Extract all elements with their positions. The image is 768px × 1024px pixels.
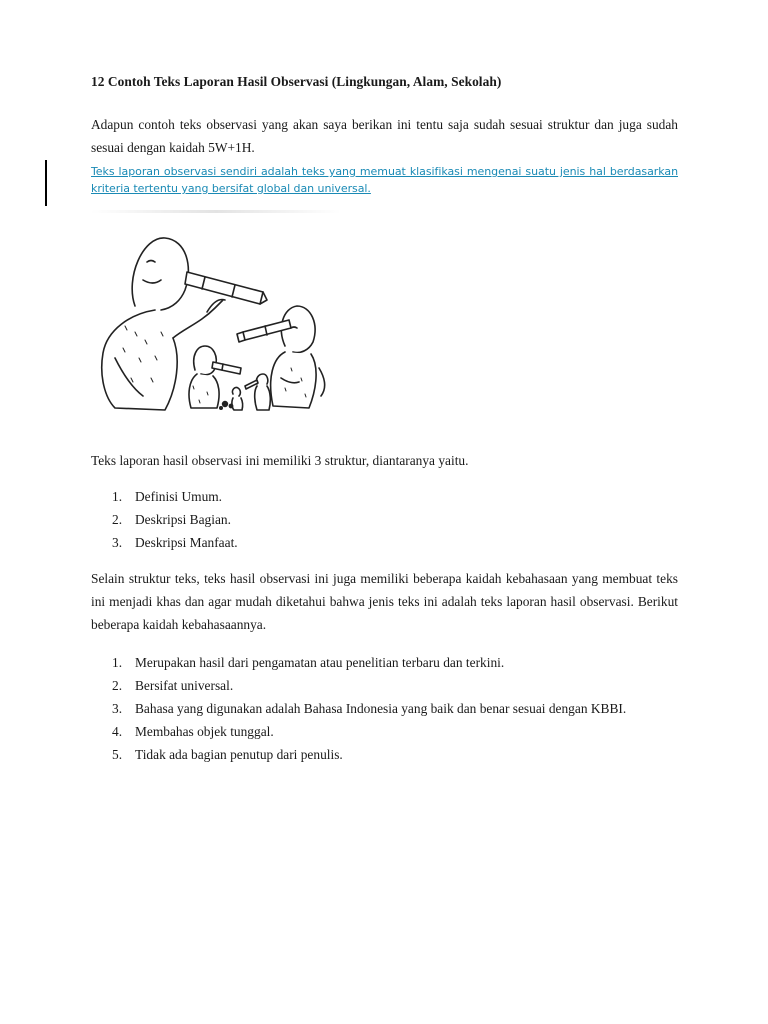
list-text: Tidak ada bagian penutup dari penulis. [135,747,343,762]
list-number: 1. [112,489,123,504]
list-item [91,720,678,743]
list-item [91,531,678,554]
kaidah-section [91,567,678,636]
content-top [91,70,678,197]
list-text: Bahasa yang digunakan adalah Bahasa Indonesia yang baik dan benar sesuai dengan KBBI. [135,701,627,716]
list-number: 3. [112,701,123,716]
kaidah-list [91,651,678,766]
list-item [91,508,678,531]
structure-intro: Teks laporan hasil observasi ini memiliki 3 struktur, diantaranya yaitu. [91,453,469,468]
text-cursor [45,160,47,206]
list-number: 2. [112,678,123,693]
divider [91,210,341,213]
page-title: 12 Contoh Teks Laporan Hasil Observasi (Lingkungan, Alam, Sekolah) [91,74,502,89]
intro-paragraph: Adapun contoh teks observasi yang akan saya berikan ini tentu saja sudah sesuai struktur dan juga sudah sesuai dengan kaidah 5W+1H. [91,117,678,155]
definition-link[interactable]: Teks laporan observasi sendiri adalah teks yang memuat klasifikasi mengenai suatu jenis hal berdasarkan kriteria tertentu yang bersifat global dan universal. [91,165,678,195]
list-number: 1. [112,655,123,670]
list-number: 2. [112,512,123,527]
list-number: 4. [112,724,123,739]
tiny-figures [220,374,271,410]
list-number: 5. [112,747,123,762]
structure-section [91,449,678,472]
big-man-figure [102,238,267,410]
list-text: Bersifat universal. [135,678,234,693]
list-item [91,743,678,766]
list-text: Merupakan hasil dari pengamatan atau penelitian terbaru dan terkini. [135,655,505,670]
list-text: Definisi Umum. [135,489,223,504]
list-item [91,697,678,720]
list-item [91,674,678,697]
list-number: 3. [112,535,123,550]
list-text: Membahas objek tunggal. [135,724,274,739]
list-text: Deskripsi Bagian. [135,512,231,527]
right-man-figure [237,306,325,408]
list-item [91,651,678,674]
kaidah-intro: Selain struktur teks, teks hasil observasi ini juga memiliki beberapa kaidah kebahasaan yang membuat teks ini menjadi khas dan agar mudah diketahui bahwa jenis teks ini adalah teks laporan hasil observasi. Berikut beberapa kaidah kebahasaannya. [91,571,678,632]
observers-illustration [95,228,345,418]
list-text: Deskripsi Manfaat. [135,535,238,550]
structure-list [91,485,678,554]
list-item [91,485,678,508]
